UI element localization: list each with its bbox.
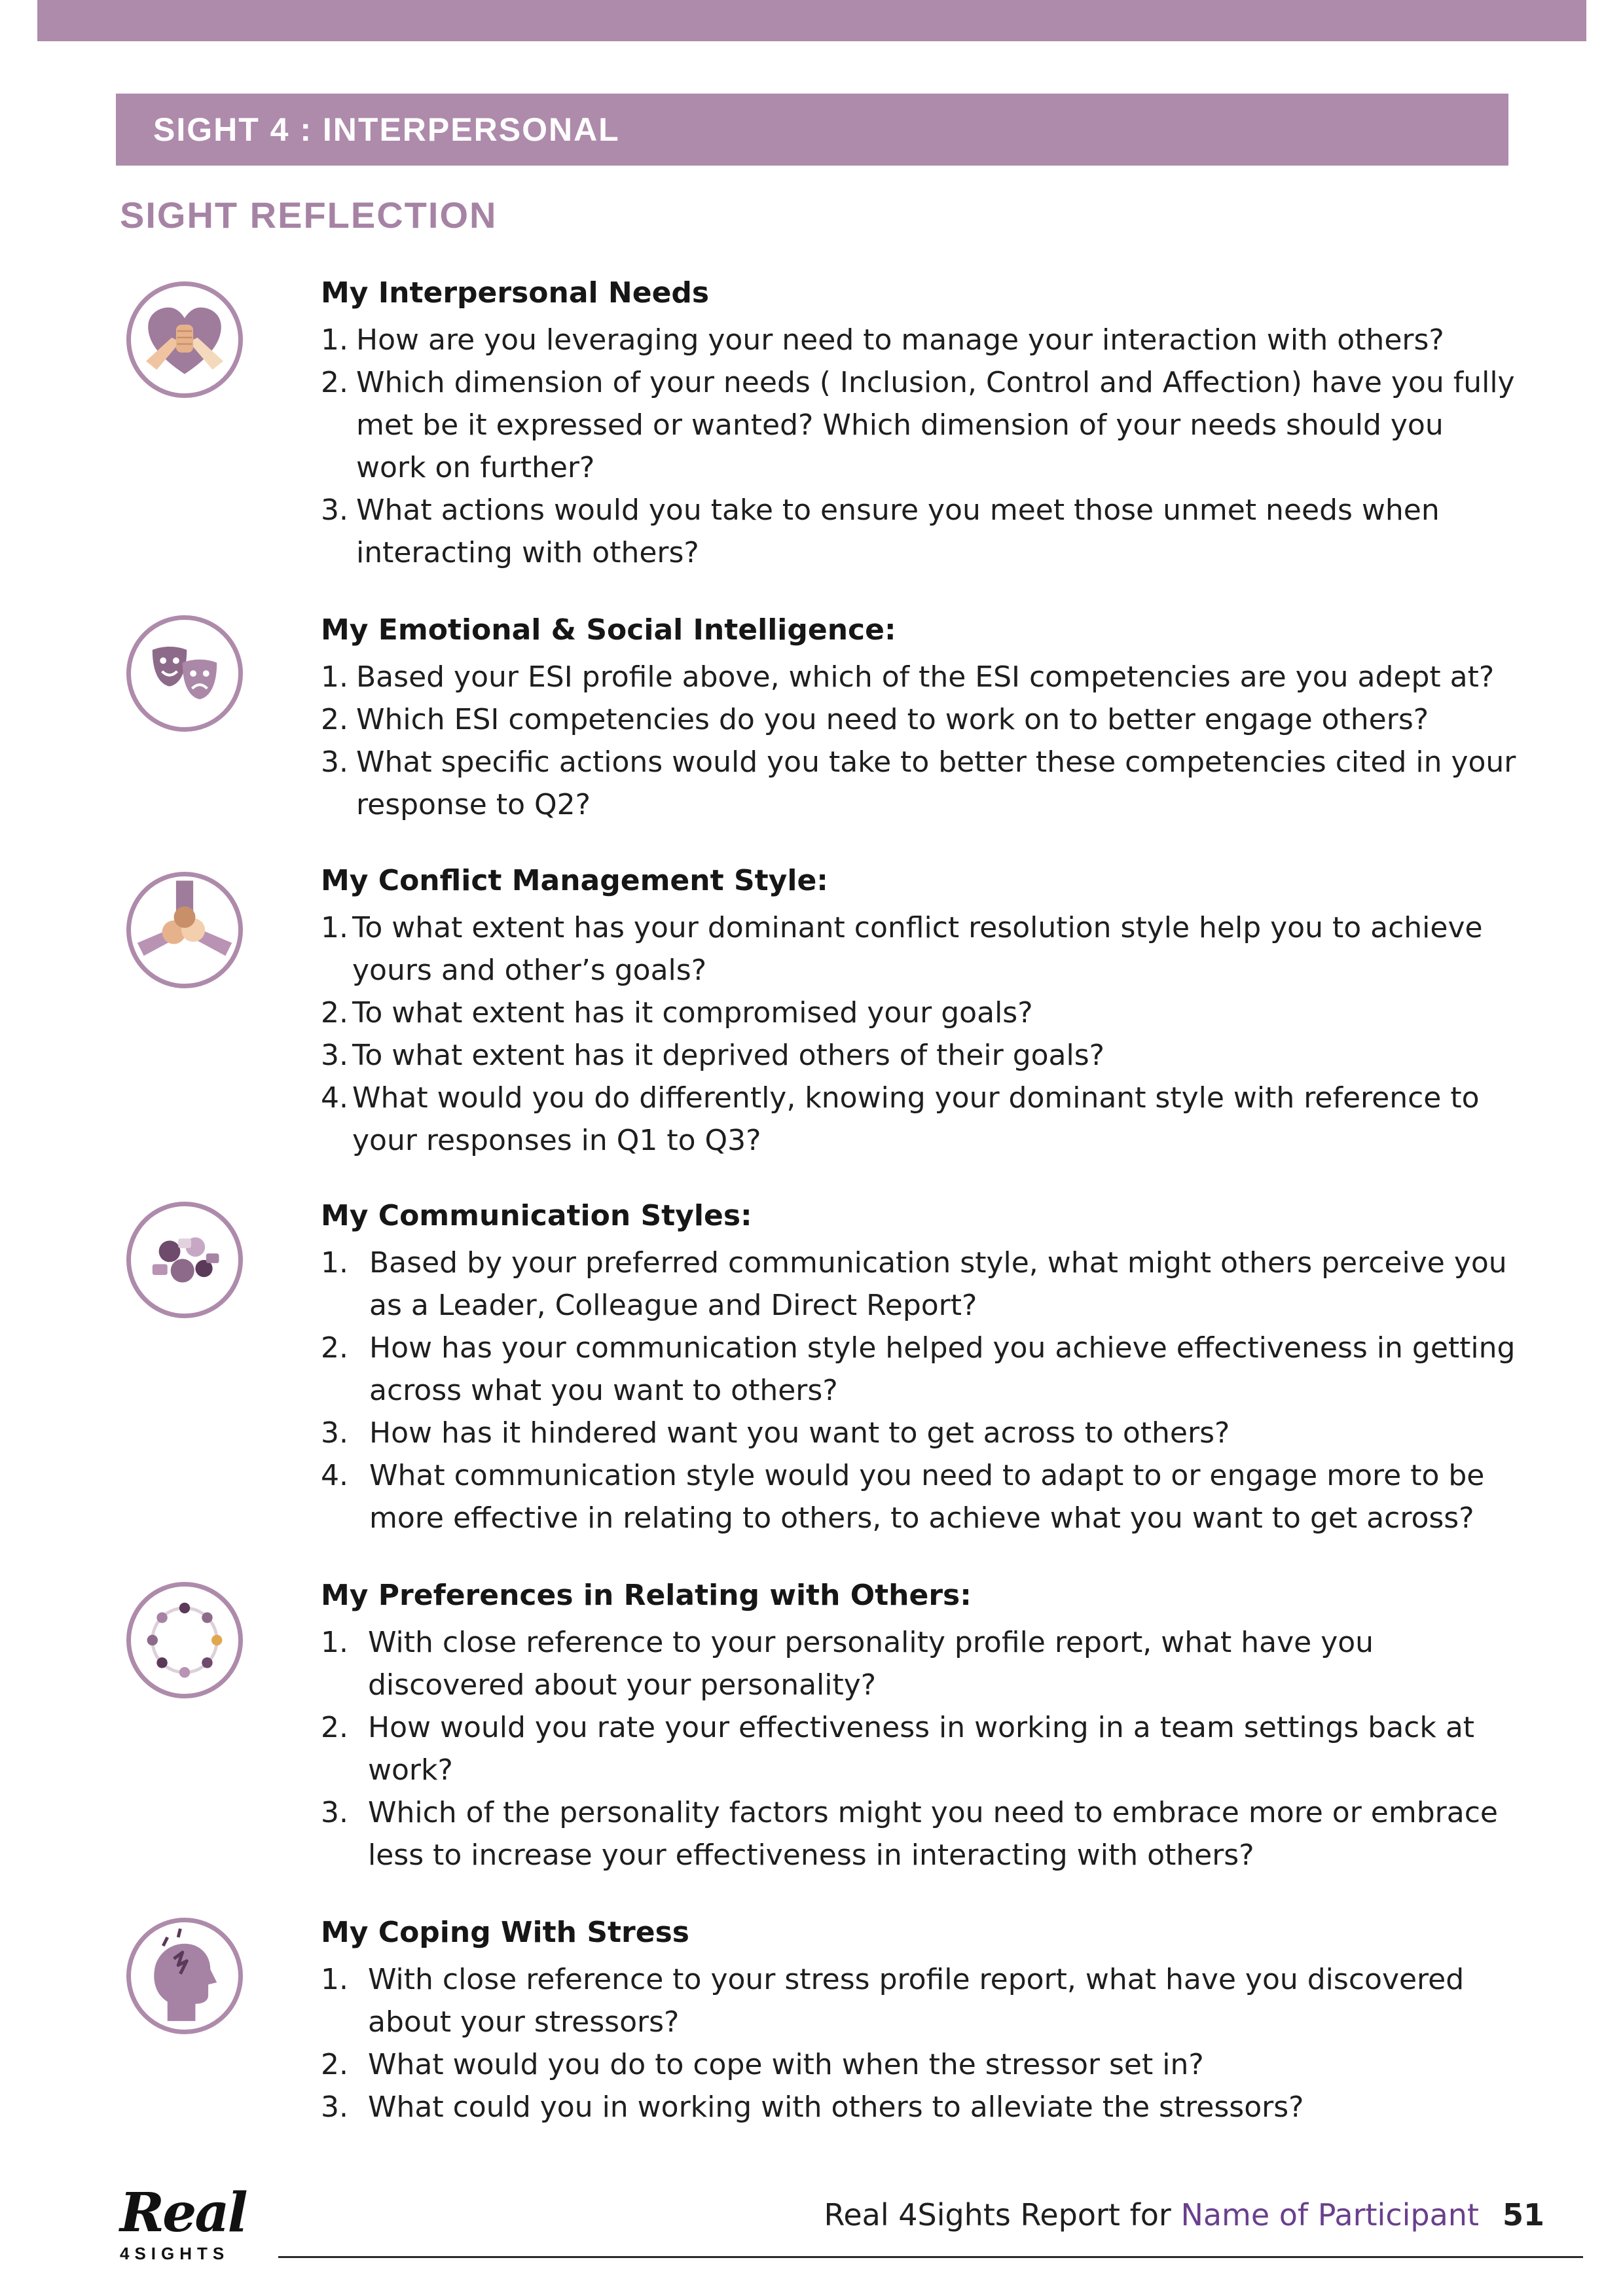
section-title: My Emotional & Social Intelligence:	[321, 613, 896, 647]
section-title: My Preferences in Relating with Others:	[321, 1579, 972, 1612]
question-item: 2. What would you do to cope with when the stressor set in?	[321, 2048, 1204, 2081]
question-item: 2. How would you rate your effectiveness in working in a team settings back at work?	[321, 1711, 1475, 1787]
theatre-masks-icon	[126, 615, 243, 732]
question-item: 2. Which ESI competencies do you need to work on to better engage others?	[321, 703, 1429, 736]
logo-wordmark: Real	[120, 2181, 246, 2244]
question-item: 3. What actions would you take to ensure you meet those unmet needs when interacting with others?	[321, 493, 1440, 569]
question-list	[321, 906, 1519, 1162]
participant-name: Name of Participant	[1180, 2197, 1479, 2233]
chat-bubbles-icon	[126, 1202, 243, 1318]
question-item: 2. How has your communication style helped you achieve effectiveness in getting across what you want to others?	[321, 1331, 1516, 1407]
question-item: 4. What communication style would you need to adapt to or engage more to be more effective in relating to others, to achieve what you want to get across?	[321, 1459, 1485, 1535]
section-title: My Conflict Management Style:	[321, 864, 828, 897]
handshake-heart-icon	[126, 281, 243, 398]
question-item: 1. With close reference to your personality profile report, what have you discovered about your personality?	[321, 1626, 1374, 1702]
question-list	[321, 1242, 1519, 1539]
question-item: 3. To what extent has it deprived others of their goals?	[321, 1039, 1105, 1072]
joined-hands-icon	[126, 872, 243, 988]
page-number: 51	[1502, 2197, 1544, 2233]
section-header	[116, 94, 1508, 166]
footer-report-label	[824, 2197, 1544, 2233]
footer-divider	[278, 2256, 1583, 2258]
question-item: 2. To what extent has it compromised your goals?	[321, 996, 1033, 1030]
question-item: 4. What would you do differently, knowing your dominant style with reference to your responses in Q1 to Q3?	[321, 1081, 1480, 1157]
stressed-head-icon	[126, 1918, 243, 2034]
question-item: 1. With close reference to your stress profile report, what have you discovered about your stressors?	[321, 1963, 1465, 2039]
top-accent-bar	[37, 0, 1586, 41]
question-item: 3. How has it hindered want you want to get across to others?	[321, 1416, 1230, 1450]
question-list	[321, 1958, 1519, 2128]
question-list	[321, 319, 1519, 574]
brand-logo	[120, 2181, 251, 2264]
question-item: 1. Based by your preferred communication style, what might others perceive you as a Leader, Colleague and Direct Report?	[321, 1246, 1507, 1322]
section-title: My Coping With Stress	[321, 1916, 689, 1949]
section-title: My Communication Styles:	[321, 1199, 752, 1232]
logo-subtitle: 4SIGHTS	[120, 2244, 230, 2263]
sub-heading: SIGHT REFLECTION	[120, 194, 498, 236]
question-item: 1. How are you leveraging your need to manage your interaction with others?	[321, 323, 1444, 357]
question-item: 2. Which dimension of your needs ( Inclusion, Control and Affection) have you fully met be it expressed or wanted? Which dimension of your needs should you work on further?	[321, 366, 1515, 484]
section-title: My Interpersonal Needs	[321, 276, 710, 310]
question-item: 3. What specific actions would you take to better these competencies cited in your response to Q2?	[321, 745, 1516, 821]
question-item: 3. Which of the personality factors might you need to embrace more or embrace less to increase your effectiveness in interacting with others?	[321, 1796, 1498, 1872]
question-item: 1. To what extent has your dominant conflict resolution style help you to achieve yours and other’s goals?	[321, 911, 1483, 987]
question-item: 3. What could you in working with others to alleviate the stressors?	[321, 2090, 1304, 2124]
question-list	[321, 1621, 1519, 1876]
question-list	[321, 656, 1519, 826]
people-circle-icon	[126, 1582, 243, 1698]
section-title: SIGHT 4 : INTERPERSONAL	[153, 111, 620, 148]
report-prefix: Real 4Sights Report for	[824, 2197, 1181, 2233]
question-item: 1. Based your ESI profile above, which of the ESI competencies are you adept at?	[321, 660, 1495, 694]
